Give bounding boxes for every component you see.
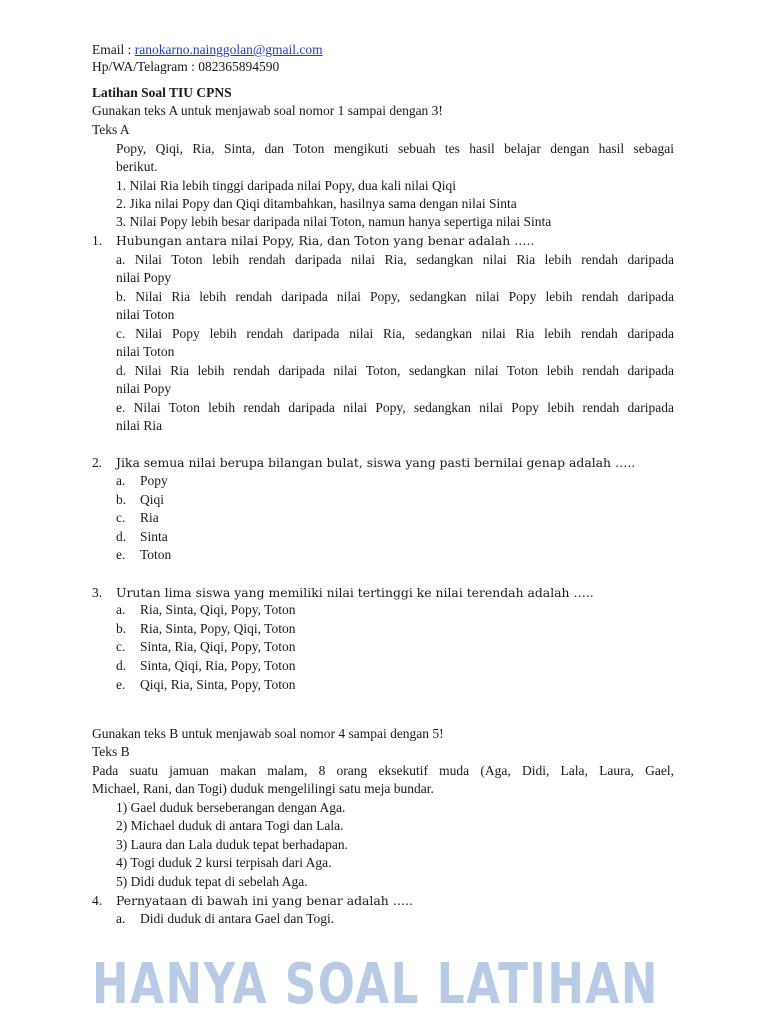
q3-option-b-letter: b.: [116, 621, 127, 636]
email-link[interactable]: ranokarno.nainggolan@gmail.com: [134, 42, 323, 57]
q2-option-c-letter: c.: [116, 510, 126, 525]
q4-option-a-text: Didi duduk di antara Gael dan Togi.: [140, 911, 335, 926]
q3-option-c-text: Sinta, Ria, Qiqi, Popy, Toton: [140, 639, 296, 654]
text-b-fact-4: 4) Togi duduk 2 kursi terpisah dari Aga.: [116, 855, 332, 870]
q3-option-e-text: Qiqi, Ria, Sinta, Popy, Toton: [140, 677, 296, 692]
q3-option-d-letter: d.: [116, 658, 127, 673]
q3-stem: Urutan lima siswa yang memiliki nilai tertinggi ke nilai terendah adalah …..: [116, 585, 594, 600]
email-line: [92, 41, 323, 59]
q2-option-e-text: Toton: [140, 547, 172, 562]
q1-option-e-line1: e. Nilai Toton lebih rendah daripada nilai Popy, sedangkan nilai Popy lebih rendah daripada: [116, 400, 674, 415]
text-a-fact-3: 3. Nilai Popy lebih besar daripada nilai Toton, namun hanya sepertiga nilai Sinta: [116, 214, 552, 229]
text-b-fact-3: 3) Laura dan Lala duduk tepat berhadapan.: [116, 837, 349, 852]
q2-option-c-text: Ria: [140, 510, 159, 525]
text-b-instruction: Gunakan teks B untuk menjawab soal nomor 4 sampai dengan 5!: [92, 726, 444, 741]
watermark: HANYA SOAL LATIHAN: [92, 952, 659, 1017]
text-a-heading: Teks A: [92, 122, 130, 137]
q3-option-b-text: Ria, Sinta, Popy, Qiqi, Toton: [140, 621, 296, 636]
text-a-intro-line2: berikut.: [116, 159, 158, 174]
q1-option-d-line1: d. Nilai Ria lebih rendah daripada nilai Toton, sedangkan nilai Toton lebih rendah daripada: [116, 363, 674, 378]
q3-option-d-text: Sinta, Qiqi, Ria, Popy, Toton: [140, 658, 296, 673]
q1-option-e-line2: nilai Ria: [116, 418, 163, 433]
q3-option-e-letter: e.: [116, 677, 126, 692]
q2-option-a-letter: a.: [116, 473, 126, 488]
text-a-fact-1: 1. Nilai Ria lebih tinggi daripada nilai Popy, dua kali nilai Qiqi: [116, 178, 456, 193]
q2-option-e-letter: e.: [116, 547, 126, 562]
q2-option-d-text: Sinta: [140, 529, 168, 544]
text-b-heading: Teks B: [92, 744, 130, 759]
q1-option-c-line1: c. Nilai Popy lebih rendah daripada nilai Ria, sedangkan nilai Ria lebih rendah daripada: [116, 326, 674, 341]
text-b-fact-2: 2) Michael duduk di antara Togi dan Lala.: [116, 818, 344, 833]
q2-option-d-letter: d.: [116, 529, 127, 544]
phone-line: Hp/WA/Telagram : 082365894590: [92, 59, 280, 74]
text-b-fact-5: 5) Didi duduk tepat di sebelah Aga.: [116, 874, 308, 889]
email-label: Email :: [92, 42, 135, 57]
q4-number: 4.: [92, 893, 103, 908]
q2-option-b-text: Qiqi: [140, 492, 165, 507]
q3-option-a-letter: a.: [116, 602, 126, 617]
q4-option-a-letter: a.: [116, 911, 126, 926]
q3-number: 3.: [92, 585, 103, 600]
q2-number: 2.: [92, 455, 103, 470]
document-title: Latihan Soal TIU CPNS: [92, 85, 232, 100]
q2-stem: Jika semua nilai berupa bilangan bulat, siswa yang pasti bernilai genap adalah …..: [116, 455, 636, 470]
q3-option-a-text: Ria, Sinta, Qiqi, Popy, Toton: [140, 602, 296, 617]
text-b-intro-line2: Michael, Rani, dan Togi) duduk mengelilingi satu meja bundar.: [92, 781, 434, 796]
q1-option-a-line1: a. Nilai Toton lebih rendah daripada nilai Ria, sedangkan nilai Ria lebih rendah daripada: [116, 252, 674, 267]
q2-option-a-text: Popy: [140, 473, 168, 488]
text-a-fact-2: 2. Jika nilai Popy dan Qiqi ditambahkan, hasilnya sama dengan nilai Sinta: [116, 196, 517, 211]
q1-number: 1.: [92, 233, 103, 248]
q3-option-c-letter: c.: [116, 639, 126, 654]
q1-option-d-line2: nilai Popy: [116, 381, 172, 396]
text-b-intro-line1: Pada suatu jamuan makan malam, 8 orang eksekutif muda (Aga, Didi, Lala, Laura, Gael,: [92, 763, 674, 778]
text-b-fact-1: 1) Gael duduk berseberangan dengan Aga.: [116, 800, 346, 815]
q1-option-b-line2: nilai Toton: [116, 307, 175, 322]
text-a-intro-line1: Popy, Qiqi, Ria, Sinta, dan Toton mengikuti sebuah tes hasil belajar dengan hasil sebagai: [116, 141, 674, 156]
q4-stem: Pernyataan di bawah ini yang benar adalah …..: [116, 893, 413, 908]
q2-option-b-letter: b.: [116, 492, 127, 507]
q1-option-c-line2: nilai Toton: [116, 344, 175, 359]
q1-option-a-line2: nilai Popy: [116, 270, 172, 285]
q1-option-b-line1: b. Nilai Ria lebih rendah daripada nilai Popy, sedangkan nilai Popy lebih rendah daripada: [116, 289, 674, 304]
text-a-instruction: Gunakan teks A untuk menjawab soal nomor 1 sampai dengan 3!: [92, 103, 443, 118]
q1-stem: Hubungan antara nilai Popy, Ria, dan Toton yang benar adalah …..: [116, 233, 535, 248]
